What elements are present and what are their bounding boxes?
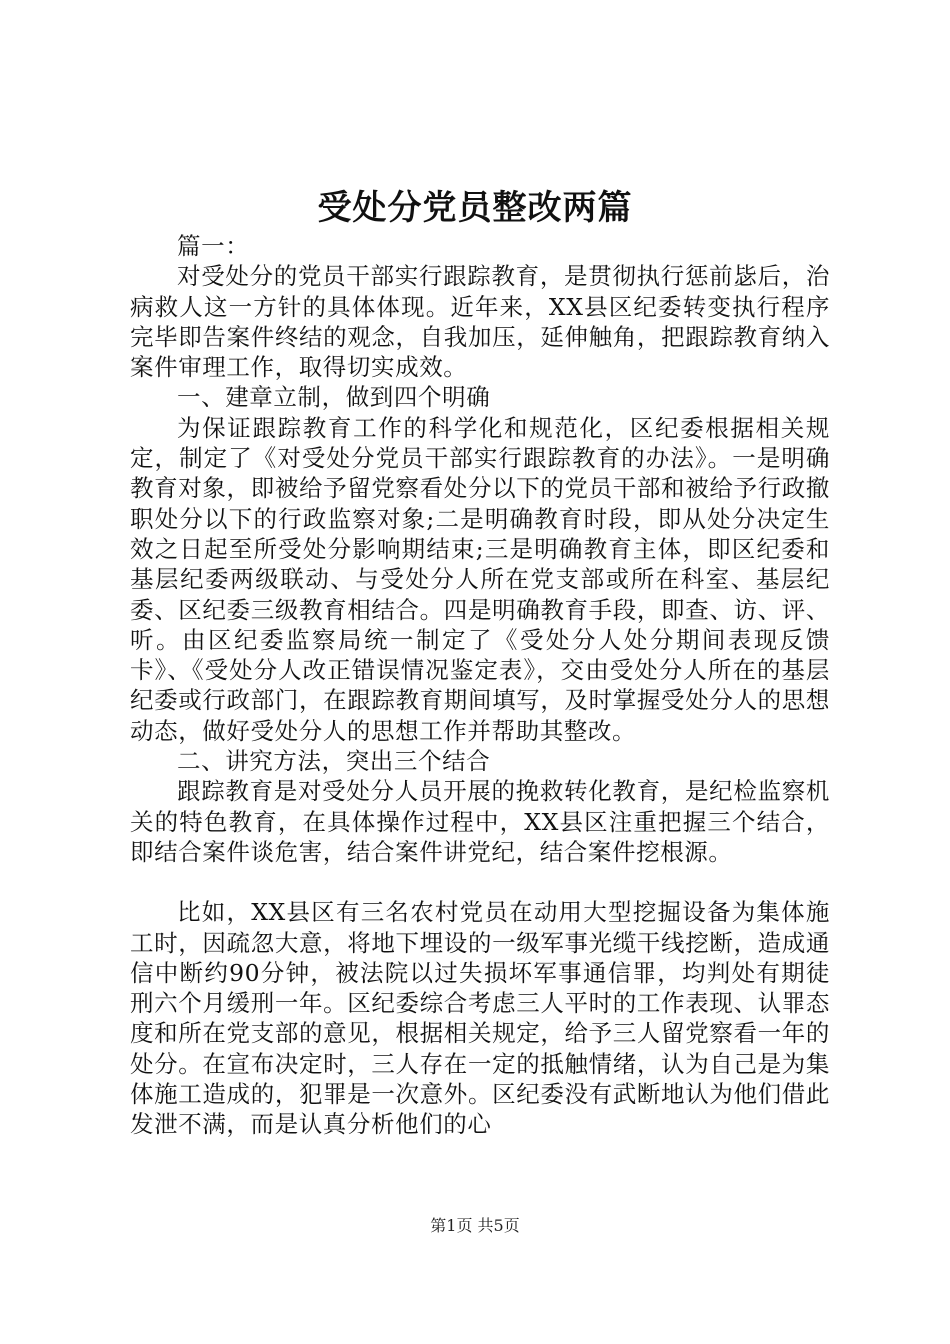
section-heading-2: 二、讲究方法，突出三个结合 [177, 747, 491, 776]
paragraph-section-1: 为保证跟踪教育工作的科学化和规范化，区纪委根据相关规定，制定了《对受处分党员干部实行跟踪教育的办法》。一是明确教育对象，即被给予留党察看处分以下的党员干部和被给予行政撤职处分以下的行政监察对象;二是明确教育时段，即从处分决定生效之日起至所受处分影响期结束;三是明确教育主体，即区纪委和基层纪委两级联动、与受处分人所在党支部或所在科室、基层纪委、区纪委三级教育相结合。四是明确教育手段，即查、访、评、听。由区纪委监察局统一制定了《受处分人处分期间表现反馈卡》、《受处分人改正错误情况鉴定表》，交由受处分人所在的基层纪委或行政部门，在跟踪教育期间填写，及时掌握受处分人的思想动态，做好受处分人的思想工作并帮助其整改。 [130, 413, 830, 745]
page-footer: 第1页 共5页 [430, 1216, 520, 1235]
section-heading-1: 一、建章立制，做到四个明确 [177, 383, 491, 412]
paragraph-section-2: 跟踪教育是对受处分人员开展的挽救转化教育，是纪检监察机关的特色教育，在具体操作过程中，XX县区注重把握三个结合，即结合案件谈危害，结合案件讲党纪，结合案件挖根源。 [130, 777, 830, 866]
paragraph-intro: 对受处分的党员干部实行跟踪教育，是贯彻执行惩前毖后，治病救人这一方针的具体体现。近年来，XX县区纪委转变执行程序完毕即告案件终结的观念，自我加压，延伸触角，把跟踪教育纳入案件审理工作，取得切实成效。 [130, 262, 830, 382]
document-body [130, 231, 830, 1140]
section-label: 篇一： [177, 232, 250, 260]
paragraph-example: 比如，XX县区有三名农村党员在动用大型挖掘设备为集体施工时，因疏忽大意，将地下埋设的一级军事光缆干线挖断，造成通信中断约90分钟，被法院以过失损坏军事通信罪，均判处有期徒刑六个月缓刑一年。区纪委综合考虑三人平时的工作表现、认罪态度和所在党支部的意见，根据相关规定，给予三人留党察看一年的处分。在宣布决定时，三人存在一定的抵触情绪，认为自己是为集体施工造成的，犯罪是一次意外。区纪委没有武断地认为他们借此发泄不满，而是认真分析他们的心 [130, 898, 830, 1139]
document-title: 受处分党员整改两篇 [317, 188, 633, 228]
